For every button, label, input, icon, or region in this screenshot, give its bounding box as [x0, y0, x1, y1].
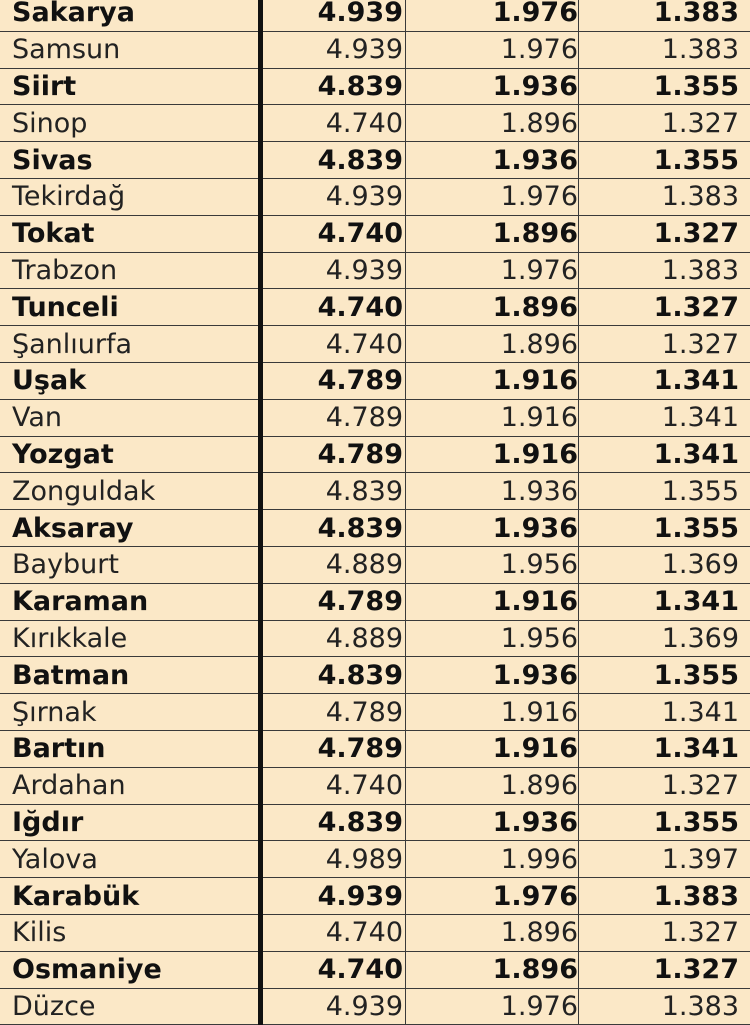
- province-name-cell: Siirt: [0, 68, 261, 105]
- table-row: [0, 841, 750, 878]
- value-col2-cell: 1.896: [406, 951, 579, 988]
- table-row: [0, 105, 750, 142]
- value-col2-cell: 1.896: [406, 105, 579, 142]
- table-row: [0, 399, 750, 436]
- value-col2-cell: 1.936: [406, 68, 579, 105]
- value-col3-cell: 1.355: [579, 68, 750, 105]
- table-row: [0, 730, 750, 767]
- value-col2-cell: 1.916: [406, 583, 579, 620]
- value-col2-cell: 1.896: [406, 767, 579, 804]
- value-col1-cell: 4.939: [261, 0, 406, 31]
- province-name-cell: Aksaray: [0, 510, 261, 547]
- value-col3-cell: 1.341: [579, 362, 750, 399]
- value-col2-cell: 1.916: [406, 399, 579, 436]
- province-name-cell: Yozgat: [0, 436, 261, 473]
- table-row: [0, 878, 750, 915]
- value-col3-cell: 1.341: [579, 583, 750, 620]
- value-col1-cell: 4.789: [261, 436, 406, 473]
- value-col1-cell: 4.889: [261, 620, 406, 657]
- value-col2-cell: 1.916: [406, 730, 579, 767]
- value-col1-cell: 4.789: [261, 399, 406, 436]
- value-col3-cell: 1.397: [579, 841, 750, 878]
- value-col1-cell: 4.740: [261, 951, 406, 988]
- value-col2-cell: 1.976: [406, 878, 579, 915]
- province-name-cell: Karaman: [0, 583, 261, 620]
- value-col2-cell: 1.956: [406, 620, 579, 657]
- value-col1-cell: 4.939: [261, 252, 406, 289]
- value-col3-cell: 1.341: [579, 730, 750, 767]
- value-col3-cell: 1.355: [579, 657, 750, 694]
- province-name-cell: Iğdır: [0, 804, 261, 841]
- value-col2-cell: 1.896: [406, 326, 579, 363]
- value-col3-cell: 1.383: [579, 252, 750, 289]
- table-row: [0, 694, 750, 731]
- value-col1-cell: 4.939: [261, 878, 406, 915]
- value-col3-cell: 1.341: [579, 399, 750, 436]
- value-col1-cell: 4.939: [261, 988, 406, 1025]
- value-col1-cell: 4.839: [261, 510, 406, 547]
- value-col1-cell: 4.740: [261, 326, 406, 363]
- value-col1-cell: 4.740: [261, 105, 406, 142]
- value-col1-cell: 4.989: [261, 841, 406, 878]
- value-col2-cell: 1.976: [406, 988, 579, 1025]
- province-name-cell: Tekirdağ: [0, 178, 261, 215]
- value-col2-cell: 1.896: [406, 215, 579, 252]
- table-row: [0, 68, 750, 105]
- value-col1-cell: 4.789: [261, 730, 406, 767]
- value-col1-cell: 4.740: [261, 767, 406, 804]
- value-col3-cell: 1.341: [579, 694, 750, 731]
- table-row: [0, 178, 750, 215]
- value-col2-cell: 1.936: [406, 473, 579, 510]
- value-col1-cell: 4.839: [261, 657, 406, 694]
- table-row: [0, 510, 750, 547]
- value-col3-cell: 1.327: [579, 326, 750, 363]
- table-row: [0, 215, 750, 252]
- table-row: [0, 326, 750, 363]
- table-row: [0, 31, 750, 68]
- table-row: [0, 289, 750, 326]
- province-name-cell: Sakarya: [0, 0, 261, 31]
- value-col1-cell: 4.789: [261, 694, 406, 731]
- value-col1-cell: 4.740: [261, 215, 406, 252]
- value-col2-cell: 1.936: [406, 657, 579, 694]
- value-col1-cell: 4.789: [261, 362, 406, 399]
- value-col3-cell: 1.369: [579, 620, 750, 657]
- value-col2-cell: 1.936: [406, 804, 579, 841]
- province-name-cell: Trabzon: [0, 252, 261, 289]
- table-row: [0, 546, 750, 583]
- value-col3-cell: 1.327: [579, 289, 750, 326]
- value-col3-cell: 1.383: [579, 31, 750, 68]
- value-col2-cell: 1.936: [406, 142, 579, 179]
- value-col3-cell: 1.369: [579, 546, 750, 583]
- table-row: [0, 988, 750, 1025]
- value-col3-cell: 1.327: [579, 951, 750, 988]
- value-col1-cell: 4.740: [261, 289, 406, 326]
- value-col2-cell: 1.956: [406, 546, 579, 583]
- table-row: [0, 583, 750, 620]
- province-name-cell: Batman: [0, 657, 261, 694]
- value-col3-cell: 1.383: [579, 988, 750, 1025]
- value-col2-cell: 1.996: [406, 841, 579, 878]
- table-row: [0, 252, 750, 289]
- table-row: [0, 0, 750, 31]
- table-row: [0, 951, 750, 988]
- province-name-cell: Samsun: [0, 31, 261, 68]
- value-col2-cell: 1.916: [406, 436, 579, 473]
- province-name-cell: Ardahan: [0, 767, 261, 804]
- table-row: [0, 142, 750, 179]
- value-col3-cell: 1.355: [579, 510, 750, 547]
- table-row: [0, 804, 750, 841]
- province-name-cell: Uşak: [0, 362, 261, 399]
- province-name-cell: Zonguldak: [0, 473, 261, 510]
- value-col1-cell: 4.839: [261, 68, 406, 105]
- value-col1-cell: 4.839: [261, 804, 406, 841]
- province-name-cell: Van: [0, 399, 261, 436]
- value-col2-cell: 1.916: [406, 362, 579, 399]
- value-col3-cell: 1.383: [579, 0, 750, 31]
- province-name-cell: Osmaniye: [0, 951, 261, 988]
- value-col3-cell: 1.327: [579, 767, 750, 804]
- table-row: [0, 473, 750, 510]
- value-col2-cell: 1.896: [406, 914, 579, 951]
- value-col1-cell: 4.939: [261, 178, 406, 215]
- province-name-cell: Düzce: [0, 988, 261, 1025]
- value-col2-cell: 1.896: [406, 289, 579, 326]
- value-col1-cell: 4.740: [261, 914, 406, 951]
- province-name-cell: Tokat: [0, 215, 261, 252]
- value-col2-cell: 1.936: [406, 510, 579, 547]
- value-col2-cell: 1.916: [406, 694, 579, 731]
- table-row: [0, 767, 750, 804]
- province-name-cell: Kırıkkale: [0, 620, 261, 657]
- province-name-cell: Yalova: [0, 841, 261, 878]
- province-name-cell: Sivas: [0, 142, 261, 179]
- value-col3-cell: 1.341: [579, 436, 750, 473]
- value-col1-cell: 4.939: [261, 31, 406, 68]
- province-name-cell: Bayburt: [0, 546, 261, 583]
- province-name-cell: Bartın: [0, 730, 261, 767]
- table-row: [0, 657, 750, 694]
- table-row: [0, 436, 750, 473]
- province-name-cell: Şanlıurfa: [0, 326, 261, 363]
- value-col2-cell: 1.976: [406, 31, 579, 68]
- value-col2-cell: 1.976: [406, 252, 579, 289]
- value-col3-cell: 1.355: [579, 804, 750, 841]
- value-col3-cell: 1.327: [579, 105, 750, 142]
- value-col2-cell: 1.976: [406, 178, 579, 215]
- value-col3-cell: 1.383: [579, 878, 750, 915]
- province-name-cell: Karabük: [0, 878, 261, 915]
- value-col3-cell: 1.355: [579, 142, 750, 179]
- value-col3-cell: 1.383: [579, 178, 750, 215]
- value-col1-cell: 4.839: [261, 473, 406, 510]
- table-row: [0, 914, 750, 951]
- province-name-cell: Tunceli: [0, 289, 261, 326]
- province-name-cell: Sinop: [0, 105, 261, 142]
- value-col2-cell: 1.976: [406, 0, 579, 31]
- value-col3-cell: 1.327: [579, 914, 750, 951]
- value-col3-cell: 1.327: [579, 215, 750, 252]
- table-row: [0, 362, 750, 399]
- value-col3-cell: 1.355: [579, 473, 750, 510]
- value-col1-cell: 4.789: [261, 583, 406, 620]
- table-row: [0, 620, 750, 657]
- value-col1-cell: 4.889: [261, 546, 406, 583]
- province-name-cell: Şırnak: [0, 694, 261, 731]
- value-col1-cell: 4.839: [261, 142, 406, 179]
- province-name-cell: Kilis: [0, 914, 261, 951]
